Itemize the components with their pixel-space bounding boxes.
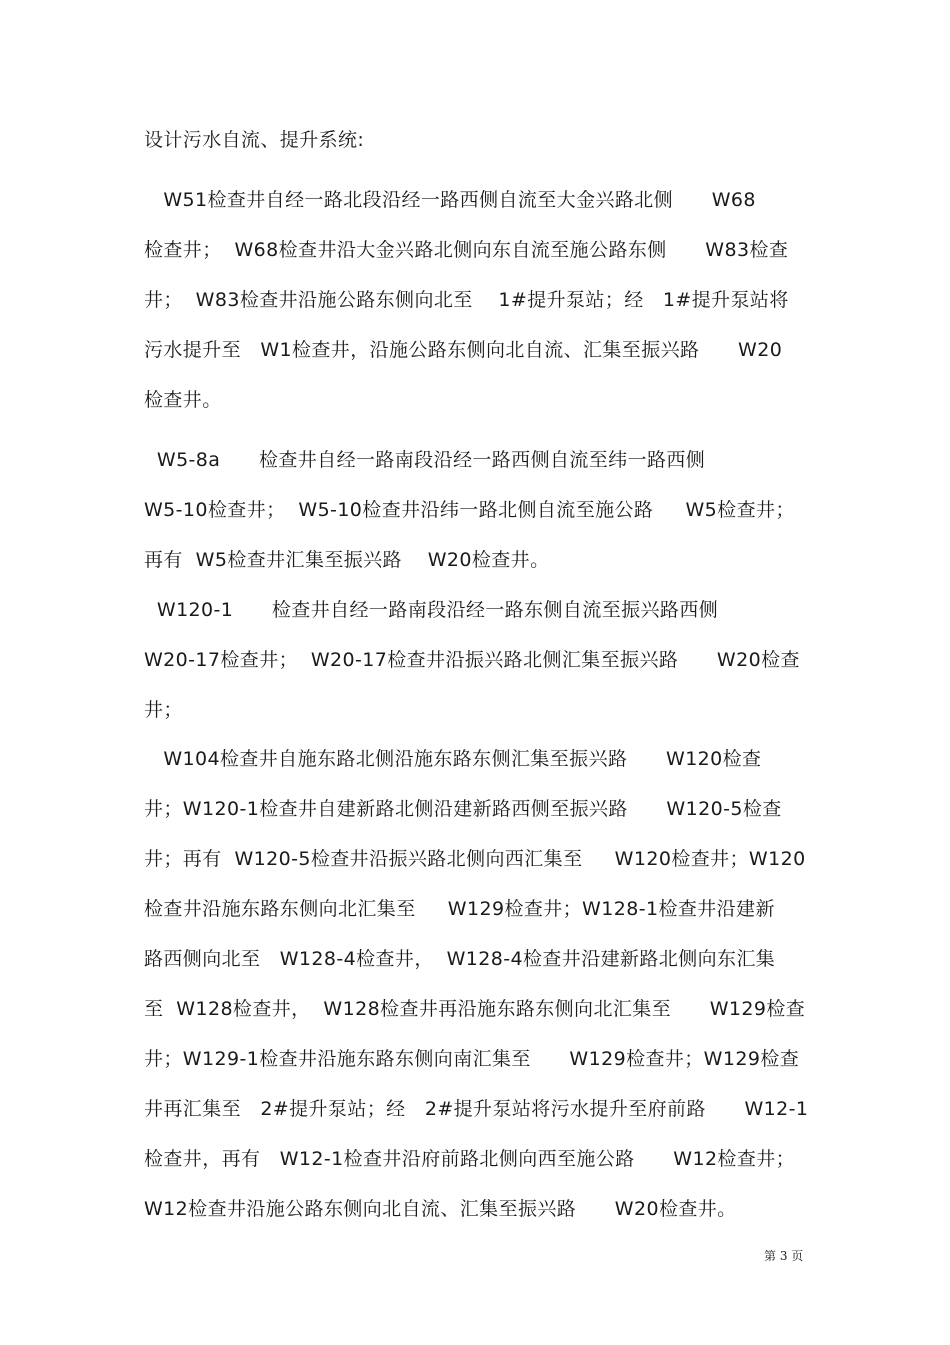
section-heading: 设计污水自流、提升系统: — [144, 129, 365, 151]
paragraph-4-line: 井；W129-1检查井沿施东路东侧向南汇集至 W129检查井；W129检查 — [144, 1048, 800, 1070]
paragraph-4-line: 至 W128检查井， W128检查井再沿施东路东侧向北汇集至 W129检查 — [144, 998, 806, 1020]
paragraph-4-line: W12检查井沿施公路东侧向北自流、汇集至振兴路 W20检查井。 — [144, 1198, 737, 1220]
paragraph-4-line: W104检查井自施东路北侧沿施东路东侧汇集至振兴路 W120检查 — [144, 748, 762, 770]
paragraph-4-line: 井；再有 W120-5检查井沿振兴路北侧向西汇集至 W120检查井；W120 — [144, 848, 806, 870]
paragraph-3-line: W20-17检查井； W20-17检查井沿振兴路北侧汇集至振兴路 W20检查 — [144, 649, 800, 671]
paragraph-1-line: 检查井。 — [144, 389, 222, 411]
paragraph-1-line: 检查井； W68检查井沿大金兴路北侧向东自流至施公路东侧 W83检查 — [144, 239, 789, 261]
paragraph-2-line: W5-8a 检查井自经一路南段沿经一路西侧自流至纬一路西侧 — [144, 449, 706, 471]
paragraph-4-line: 检查井沿施东路东侧向北汇集至 W129检查井；W128-1检查井沿建新 — [144, 898, 775, 920]
paragraph-4-line: 检查井，再有 W12-1检查井沿府前路北侧向西至施公路 W12检查井； — [144, 1148, 796, 1170]
paragraph-1-line: 污水提升至 W1检查井，沿施公路东侧向北自流、汇集至振兴路 W20 — [144, 339, 783, 361]
paragraph-4-line: 井；W120-1检查井自建新路北侧沿建新路西侧至振兴路 W120-5检查 — [144, 798, 782, 820]
paragraph-4-line: 井再汇集至 2#提升泵站；经 2#提升泵站将污水提升至府前路 W12-1 — [144, 1098, 809, 1120]
paragraph-1-line: W51检查井自经一路北段沿经一路西侧自流至大金兴路北侧 W68 — [144, 189, 756, 211]
paragraph-3-line: W120-1 检查井自经一路南段沿经一路东侧自流至振兴路西侧 — [144, 599, 719, 621]
paragraph-3-line: 井； — [144, 699, 183, 721]
paragraph-2-line: 再有 W5检查井汇集至振兴路 W20检查井。 — [144, 549, 550, 571]
paragraph-2-line: W5-10检查井； W5-10检查井沿纬一路北侧自流至施公路 W5检查井； — [144, 499, 795, 521]
paragraph-4-line: 路西侧向北至 W128-4检查井， W128-4检查井沿建新路北侧向东汇集 — [144, 948, 776, 970]
paragraph-1-line: 井； W83检查井沿施公路东侧向北至 1#提升泵站；经 1#提升泵站将 — [144, 289, 789, 311]
page-number: 第 3 页 — [764, 1249, 804, 1263]
